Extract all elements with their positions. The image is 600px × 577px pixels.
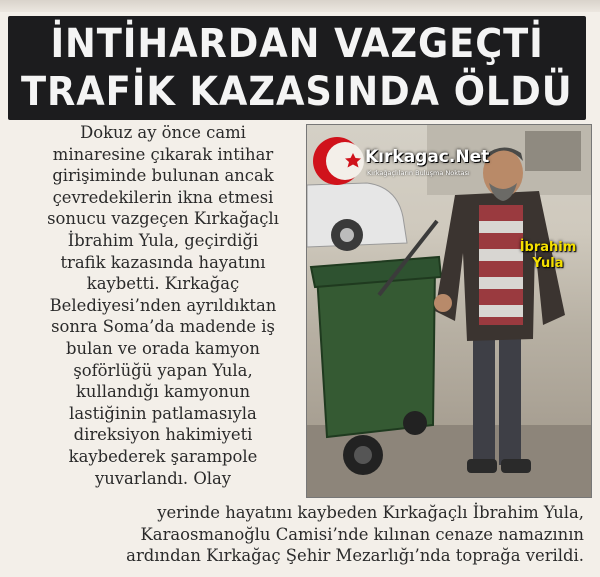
logo-text: Kırkagac.Net — [365, 147, 490, 167]
article-line: direksiyon hakimiyeti — [73, 425, 253, 445]
news-photo — [306, 124, 592, 498]
article-line: yuvarlandı. Olay — [94, 468, 232, 488]
article-line: kaybederek şarampole — [68, 446, 258, 466]
article-line: Dokuz ay önce cami — [80, 123, 246, 142]
article-line: trafik kazasında hayatını — [60, 252, 266, 272]
article-line: yerinde hayatını kaybeden Kırkağaçlı İbrahim Yula, — [157, 503, 584, 522]
headline-line-2: TRAFİK KAZASINDA ÖLDÜ — [21, 69, 573, 115]
article-line: Karaosmanoğlu Camisi’nde kılınan cenaze namazının — [140, 524, 584, 544]
article-line: İbrahim Yula, geçirdiği — [67, 230, 259, 250]
article-line: çevredekilerin ikna etmesi — [52, 187, 274, 207]
photo-scene — [307, 125, 591, 497]
name-tag-last: Yula — [532, 256, 564, 271]
article-line: minaresine çıkarak intihar — [52, 144, 274, 164]
page-top-strip — [0, 0, 600, 12]
logo-subtitle: Kırkağaçlıların Buluşma Noktası — [367, 169, 470, 177]
headline-banner — [8, 16, 586, 120]
article-line: bulan ve orada kamyon — [66, 338, 260, 358]
article-line: sonucu vazgeçen Kırkağaçlı — [47, 209, 279, 229]
article-line: kullandığı kamyonun — [75, 382, 251, 402]
article-column — [14, 122, 312, 489]
photo-name-tag — [513, 240, 583, 272]
headline-line-1: İNTİHARDAN VAZGEÇTİ — [50, 21, 544, 67]
article-line: Belediyesi’nden ayrıldıktan — [49, 295, 277, 315]
name-tag-first: İbrahim — [519, 240, 577, 255]
article-line: şoförlüğü yapan Yula, — [73, 360, 253, 380]
article-bottom-lines — [14, 502, 594, 567]
article-line: ardından Kırkağaç Şehir Mezarlığı’nda toprağa verildi. — [126, 546, 584, 566]
article-line: girişiminde bulunan ancak — [52, 166, 274, 186]
article-line: kaybetti. Kırkağaç — [86, 274, 240, 294]
article-line: sonra Soma’da madende iş — [51, 317, 275, 337]
article-line: lastiğinin patlamasıyla — [69, 403, 257, 423]
